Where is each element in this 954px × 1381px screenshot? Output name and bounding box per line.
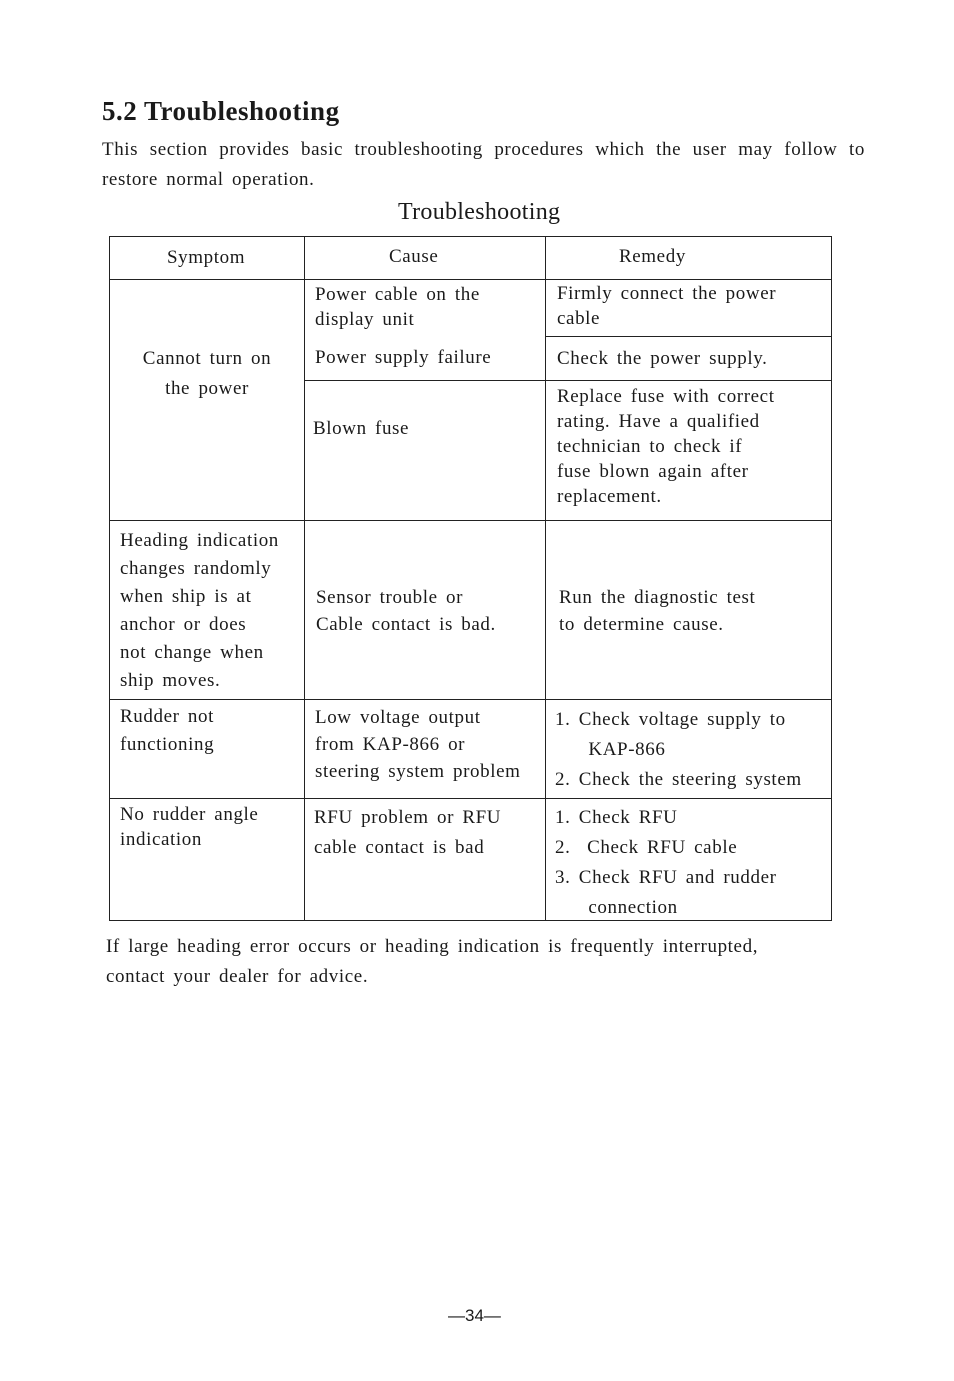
symptom-cell: Rudder not functioning [120, 706, 215, 755]
row-divider [110, 279, 831, 280]
column-divider [545, 237, 546, 920]
header-symptom: Symptom [167, 247, 246, 268]
cause-cell: Power cable on the display unit [315, 284, 480, 330]
remedy-cell: Replace fuse with correct rating. Have a qualified technician to check if fuse blown again after replacement. [557, 386, 775, 507]
row-divider [110, 699, 831, 700]
symptom-cell: Heading indication changes randomly when ship is at anchor or does not change when ship moves. [120, 530, 279, 691]
column-divider [304, 237, 305, 920]
closing-paragraph: If large heading error occurs or heading indication is frequently interrupted, contact your dealer for advice. [106, 936, 759, 987]
row-divider [110, 520, 831, 521]
remedy-cell: Run the diagnostic test to determine cause. [559, 587, 756, 635]
remedy-cell: 1. Check RFU 2. Check RFU cable 3. Check RFU and rudder connection [555, 807, 777, 918]
table-title: Troubleshooting [398, 199, 561, 225]
cause-cell: Power supply failure [315, 347, 492, 368]
troubleshooting-table [109, 236, 832, 921]
row-divider [110, 798, 831, 799]
remedy-cell: 1. Check voltage supply to KAP-866 2. Check the steering system [555, 709, 802, 790]
cause-cell: Low voltage output from KAP-866 or steering system problem [315, 707, 521, 782]
cause-cell: Sensor trouble or Cable contact is bad. [316, 587, 496, 635]
header-remedy: Remedy [619, 246, 686, 267]
row-divider [304, 380, 831, 381]
remedy-cell: Check the power supply. [557, 348, 768, 369]
page-number: —34— [448, 1306, 501, 1325]
row-divider [545, 336, 831, 337]
symptom-cell: Cannot turn on the power [142, 348, 272, 399]
symptom-cell: No rudder angle indication [120, 804, 259, 850]
remedy-cell: Firmly connect the power cable [557, 283, 777, 329]
cause-cell: RFU problem or RFU cable contact is bad [314, 807, 502, 858]
intro-paragraph: This section provides basic troubleshooting procedures which the user may follow to restore normal operation. [102, 139, 865, 190]
section-heading: 5.2 Troubleshooting [102, 96, 340, 126]
header-cause: Cause [389, 246, 439, 267]
cause-cell: Blown fuse [313, 418, 410, 439]
